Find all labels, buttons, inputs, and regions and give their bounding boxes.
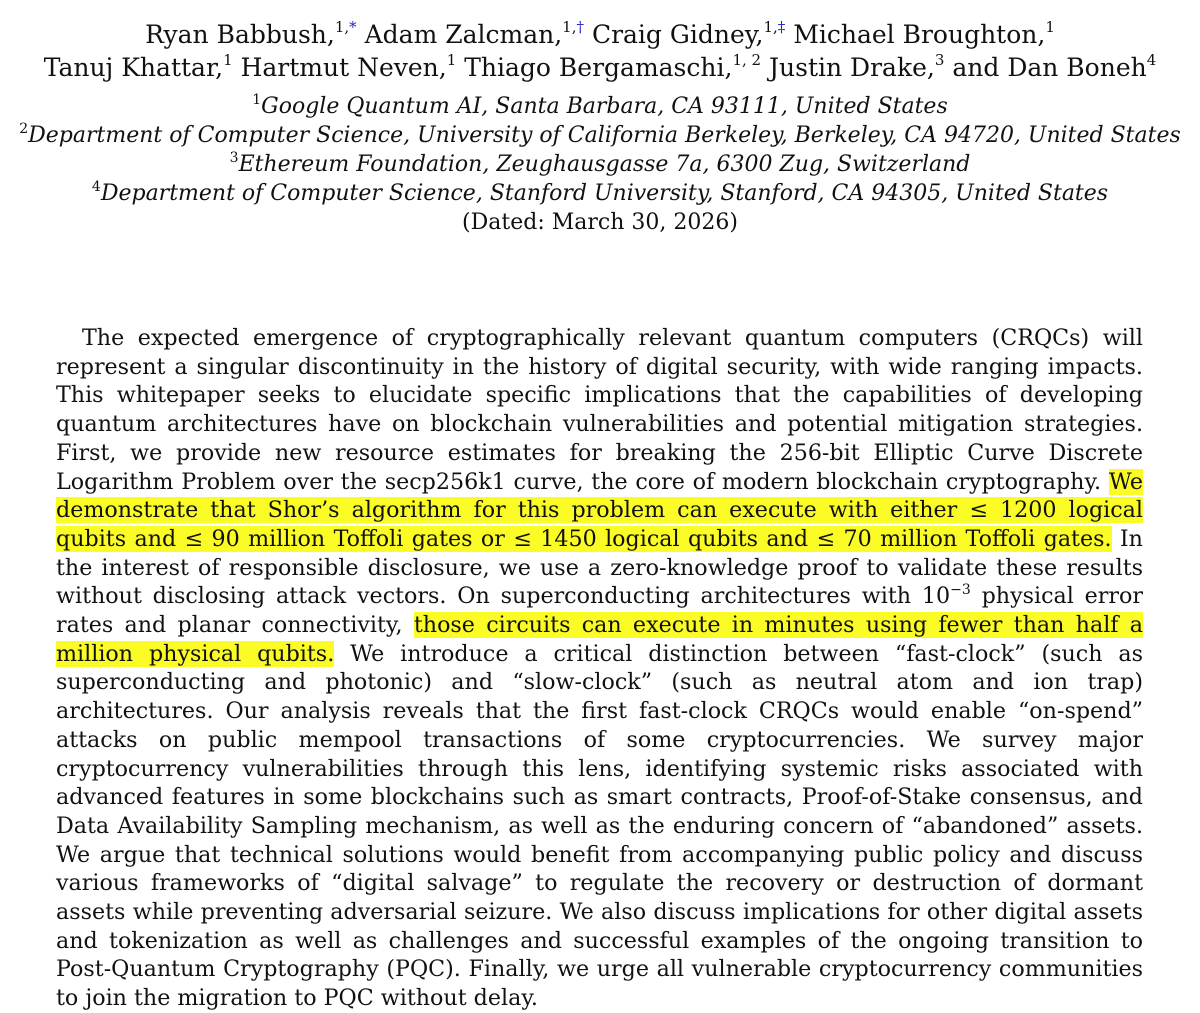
author: Craig Gidney,$^{1,\ddagger}$ xyxy=(591,18,786,49)
author: Adam Zalcman,$^{1,\dagger}$ xyxy=(364,18,584,49)
author: Michael Broughton,$^1$ xyxy=(793,18,1055,49)
footnote-mark[interactable]: ‡ xyxy=(777,18,786,36)
author: Thiago Bergamaschi,$^{1, 2}$ xyxy=(464,51,762,82)
highlighted-text: those circuits can execute in minutes using fewer than half a million physical qubits. xyxy=(56,612,1144,667)
abstract-text: The expected emergence of cryptographically relevant quantum computers (CRQCs) will represent a singular discontinuity in the history of digital security, with wide ranging impacts. This whitepaper seeks to elucidate specific implications that the capabilities of developing quantum architectures have on blockchain vulnerabilities and potential mitigation strategies. First, we provide new resource estimates for breaking the 256-bit Elliptic Curve Discrete Logarithm Problem over the secp256k1 curve, the core of modern blockchain cryptography. xyxy=(56,325,1143,495)
affiliation: $^4$Department of Computer Science, Stanford University, Stanford, CA 94305, United States xyxy=(91,179,1109,206)
author: Ryan Babbush,$^{1,*}$ xyxy=(145,18,357,49)
footnote-mark[interactable]: * xyxy=(349,18,357,36)
abstract-text: In the interest of responsible disclosure, we use a zero-knowledge proof to validate these results without disclosing attack vectors. On superconducting architectures with 10 xyxy=(56,525,1143,610)
highlighted-text: We demonstrate that Shor’s algorithm for this problem can execute with either ≤ 1200 logical qubits and ≤ 90 million Toffoli gates or ≤ 1450 logical qubits and ≤ 70 million Toffoli gates. xyxy=(56,468,1143,552)
affiliation: $^2$Department of Computer Science, University of California Berkeley, Berkeley, CA 94720, United States xyxy=(19,121,1181,148)
dated-line: (Dated: March 30, 2026) xyxy=(462,210,738,235)
exponent: −3 xyxy=(950,582,971,599)
author: Tanuj Khattar,$^1$ xyxy=(43,51,233,82)
affiliation: $^3$Ethereum Foundation, Zeughausgasse 7a, 6300 Zug, Switzerland xyxy=(229,150,971,177)
affiliation: $^1$Google Quantum AI, Santa Barbara, CA 93111, United States xyxy=(252,92,948,119)
affiliation-list xyxy=(0,92,1200,237)
abstract-text: physical error rates and planar connectivity, xyxy=(56,583,1143,639)
author: Hartmut Neven,$^1$ xyxy=(240,51,457,82)
author: and Dan Boneh$^4$ xyxy=(952,51,1157,82)
abstract-text: We introduce a critical distinction between “fast-clock” (such as superconducting and photonic) and “slow-clock” (such as neutral atom and ion trap) architectures. Our analysis reveals that the first fast-clock CRQCs would enable “on-spend” attacks on public mempool transactions of some cryptocurrencies. We survey major cryptocurrency vulnerabilities through this lens, identifying systemic risks associated with advanced features in some blockchains such as smart contracts, Proof-of-Stake consensus, and Data Availability Sampling mechanism, as well as the enduring concern of “abandoned” assets. We argue that technical solutions would benefit from accompanying public policy and discuss various frameworks of “digital salvage” to regulate the recovery or destruction of dormant assets while preventing adversarial seizure. We also discuss implications for other digital assets and tokenization as well as challenges and successful examples of the ongoing transition to Post-Quantum Cryptography (PQC). Finally, we urge all vulnerable cryptocurrency communities to join the migration to PQC without delay. xyxy=(56,640,1143,1012)
footnote-mark[interactable]: † xyxy=(576,18,584,36)
author: Justin Drake,$^3$ xyxy=(769,51,945,82)
author-list xyxy=(0,18,1200,84)
abstract-paragraph xyxy=(56,324,1143,1013)
